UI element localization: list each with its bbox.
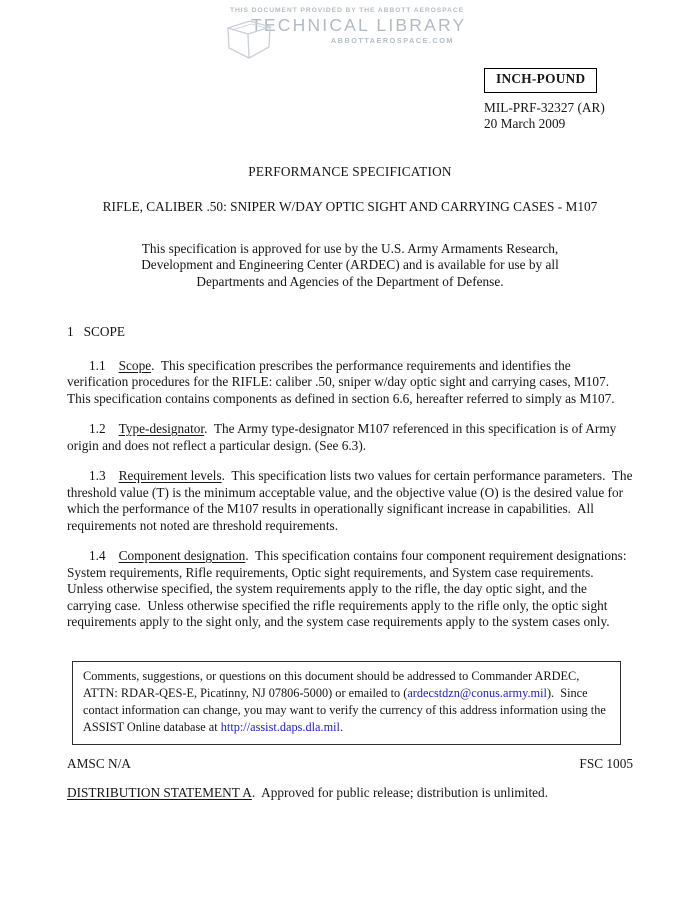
paragraph-label: Scope — [118, 357, 152, 373]
document-date: 20 March 2009 — [484, 116, 566, 131]
distribution-label: DISTRIBUTION STATEMENT A — [67, 785, 252, 800]
paragraph-label: Component designation — [118, 548, 246, 563]
document-type-heading: PERFORMANCE SPECIFICATION — [248, 163, 452, 179]
inch-pound-badge: INCH-POUND — [484, 68, 597, 93]
paragraph-label: Type-designator — [118, 421, 205, 436]
document-id-block — [484, 68, 633, 133]
document-number: MIL-PRF-32327 (AR) — [484, 99, 605, 115]
paragraph-number: 1.3 — [89, 468, 106, 483]
abbott-technical-library-header — [230, 5, 474, 54]
logo-site-url: ABBOTTAEROSPACE.COM — [330, 36, 454, 45]
comments-text-1: Comments, suggestions, or questions on this document should be addressed to Commander ARDEC, ATTN: RDAR-QES-E, Picatinny, NJ 07806-5000) or emailed to ( — [83, 668, 582, 700]
paragraph-number: 1.1 — [89, 357, 106, 373]
logo-tagline: THIS DOCUMENT PROVIDED BY THE ABBOTT AEROSPACE — [230, 7, 464, 14]
section-1-scope-heading: 1 SCOPE — [67, 324, 126, 339]
approval-line-1: This specification is approved for use by the U.S. Army Armaments Research, — [141, 240, 559, 256]
footer-codes-row — [67, 756, 633, 773]
paragraph-1-1-scope — [67, 358, 633, 408]
paragraph-1-3-requirement-levels — [67, 468, 636, 534]
approval-line-3: Departments and Agencies of the Department of Defense. — [196, 273, 504, 289]
paragraph-text: . The Army type-designator M107 referenced in this specification is of Army origin and does not reflect a particular design. (See 6.3). — [67, 421, 620, 453]
distribution-text: . Approved for public release; distribution is unlimited. — [251, 785, 549, 800]
document-title: RIFLE, CALIBER .50: SNIPER W/DAY OPTIC SIGHT AND CARRYING CASES - M107 — [102, 199, 598, 214]
paragraph-text: . This specification lists two values for certain performance parameters. The threshold value (T) is the minimum acceptable value, and the objective value (O) is the desired value for which the performance of the M107 results in operationally significant increase in capabilities. All requirements not noted are threshold requirements. — [67, 468, 636, 533]
contact-email-link[interactable]: ardecstdzn@conus.army.mil — [407, 685, 547, 700]
assist-database-link[interactable]: http://assist.daps.dla.mil — [220, 719, 340, 734]
fsc-code: FSC 1005 — [579, 755, 633, 771]
abbott-cube-logo-icon — [222, 14, 276, 60]
paragraph-1-2-type-designator — [67, 421, 633, 454]
paragraph-number: 1.4 — [89, 548, 106, 563]
paragraph-text: . This specification contains four component requirement designations: System requirements, Rifle requirements, Optic sight requirements, and System case requirements. Unless otherwise specified, the system requirements apply to the rifle, the day optic sight, and the carrying case. Unless otherwise specified the rifle requirements apply to the rifle only, the optic sight requirements apply to the sight only, and the system case requirements apply to the system cases only. — [67, 548, 630, 629]
paragraph-number: 1.2 — [89, 421, 106, 436]
amsc-code: AMSC N/A — [67, 755, 131, 771]
approval-line-2: Development and Engineering Center (ARDEC) and is available for use by all — [141, 257, 559, 272]
approval-statement — [67, 241, 633, 291]
comments-text-3: . — [339, 719, 344, 734]
comments-box — [72, 661, 621, 745]
paragraph-label: Requirement levels — [118, 468, 222, 483]
distribution-statement — [67, 785, 633, 802]
comments-text-2: ). Since contact information can change, you may want to verify the currency of this address information using the ASSIST Online database at — [83, 685, 609, 734]
paragraph-1-4-component-designation — [67, 548, 633, 631]
paragraph-text: . This specification prescribes the performance requirements and identifies the verification procedures for the RIFLE: caliber .50, sniper w/day optic sight and carrying cases, M107. This specification contains components as defined in section 6.6, hereafter referred to simply as M107. — [67, 357, 616, 406]
logo-title: TECHNICAL LIBRARY — [251, 15, 467, 35]
